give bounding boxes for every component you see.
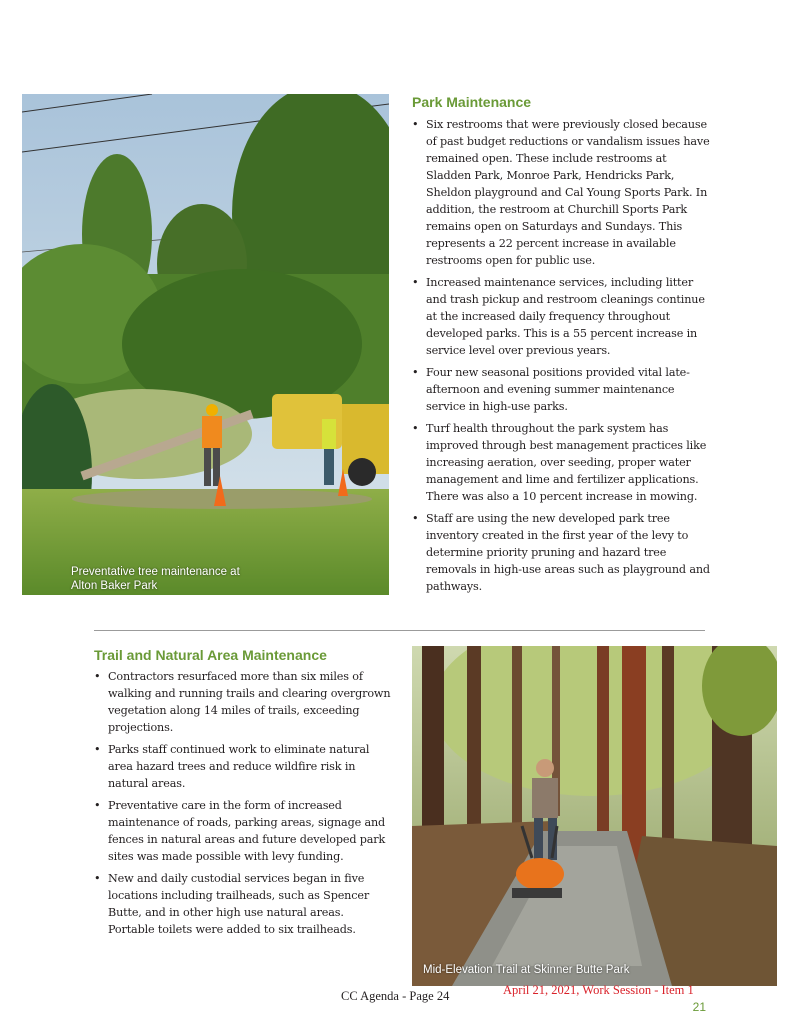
trail-maintenance-heading: Trail and Natural Area Maintenance bbox=[94, 647, 327, 663]
tree-photo-caption-line1: Preventative tree maintenance at bbox=[71, 566, 240, 578]
trail-compactor-photo-icon bbox=[412, 646, 777, 986]
tree-photo-caption bbox=[71, 565, 240, 593]
trail-photo bbox=[412, 646, 777, 986]
tree-photo-caption-line2: Alton Baker Park bbox=[71, 580, 158, 592]
list-item: • Six restrooms that were previously closed because of past budget reductions or vandalism issues have remained open. These include restrooms at Sladden Park, Monroe Park, Hendricks Park, Sheldon playground and Cal Young Sports Park. In addition, the restroom at Churchill Sports Park remains open on Saturdays and Sundays. This represents a 22 percent increase in available restrooms open for public use. bbox=[412, 116, 710, 269]
agenda-page-label: CC Agenda - Page 24 bbox=[341, 989, 450, 1003]
list-item: • Contractors resurfaced more than six miles of walking and running trails and clearing overgrown vegetation along 14 miles of trails, exceeding projections. bbox=[94, 668, 392, 736]
park-maintenance-heading: Park Maintenance bbox=[412, 94, 532, 110]
list-item: • Four new seasonal positions provided vital late-afternoon and evening summer maintenance service in high-use parks. bbox=[412, 364, 710, 415]
work-session-label: April 21, 2021, Work Session - Item 1 bbox=[503, 983, 694, 997]
list-item: • Turf health throughout the park system has improved through best management practices like increasing aeration, over seeding, proper water management and lime and fertilizer applications. There was also a 10 percent increase in mowing. bbox=[412, 420, 710, 505]
trail-maintenance-list bbox=[94, 668, 392, 943]
tree-crew-photo-icon bbox=[22, 94, 389, 595]
list-item: • Parks staff continued work to eliminate natural area hazard trees and reduce wildfire risk in natural areas. bbox=[94, 741, 392, 792]
list-item: • Preventative care in the form of increased maintenance of roads, parking areas, signage and fences in natural areas and future developed park sites was made possible with levy funding. bbox=[94, 797, 392, 865]
page-number: 21 bbox=[692, 1000, 706, 1014]
list-item: • New and daily custodial services began in five locations including trailheads, such as Spencer Butte, and in other high use natural areas. Portable toilets were added to six trailheads. bbox=[94, 870, 392, 938]
tree-maintenance-photo bbox=[22, 94, 389, 595]
list-item: • Increased maintenance services, including litter and trash pickup and restroom cleanings continue at the increased daily frequency throughout developed parks. This is a 55 percent increase in service level over previous years. bbox=[412, 274, 710, 359]
trail-photo-caption: Mid-Elevation Trail at Skinner Butte Park bbox=[423, 964, 630, 976]
list-item: • Staff are using the new developed park tree inventory created in the first year of the levy to determine priority pruning and hazard tree removals in high-use areas such as playground and pathways. bbox=[412, 510, 710, 595]
park-maintenance-list bbox=[412, 116, 710, 600]
section-divider bbox=[94, 630, 705, 631]
